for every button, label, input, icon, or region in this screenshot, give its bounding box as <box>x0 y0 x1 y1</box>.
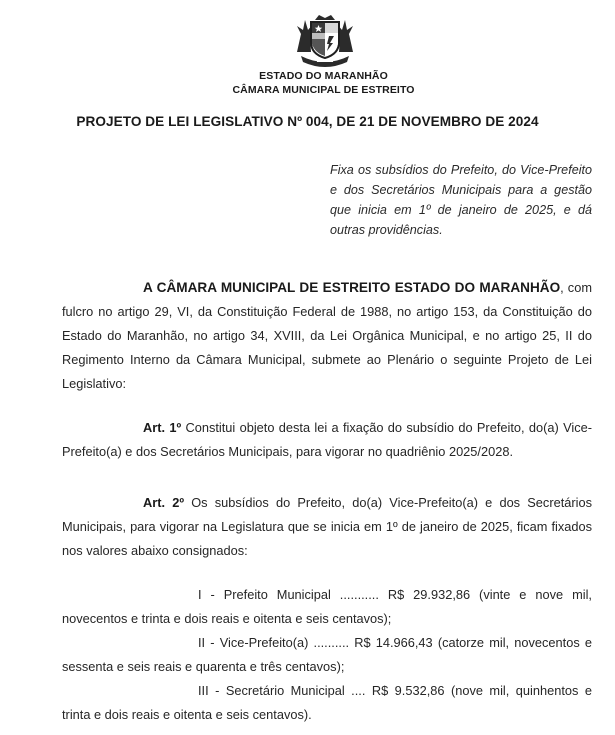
preamble-text: , com fulcro no artigo 29, VI, da Constituição Federal de 1988, no artigo 153, da Constituição do Estado do Maranhão, no artigo 34, XVIII, da Lei Orgânica Municipal, e no artigo 25, II do Regimento Interno da Câmara Municipal, submete ao Plenário o seguinte Projeto de Lei Legislativo: <box>62 280 592 391</box>
article-1 <box>62 416 592 464</box>
article-1-label: Art. 1º <box>143 420 182 435</box>
salary-item-secretary: III - Secretário Municipal .... R$ 9.532,86 (nove mil, quinhentos e trinta e dois reais e oitenta e seis centavos). <box>62 683 592 722</box>
coat-of-arms-icon <box>291 12 359 70</box>
article-2-text: Os subsídios do Prefeito, do(a) Vice-Prefeito(a) e dos Secretários Municipais, para vigorar na Legislatura que se inicia em 1º de janeiro de 2025, ficam fixados nos valores abaixo consignados: <box>62 495 592 558</box>
article-1-text: Constitui objeto desta lei a fixação do subsídio do Prefeito, do(a) Vice-Prefeito(a) e dos Secretários Municipais, para vigorar no quadriênio 2025/2028. <box>62 420 592 459</box>
bill-summary: Fixa os subsídios do Prefeito, do Vice-Prefeito e dos Secretários Municipais para a gestão que inicia em 1º de janeiro de 2025, e dá outras providências. <box>330 163 592 237</box>
bill-title: PROJETO DE LEI LEGISLATIVO Nº 004, DE 21 DE NOVEMBRO DE 2024 <box>76 114 539 129</box>
preamble-lead: A CÂMARA MUNICIPAL DE ESTREITO ESTADO DO MARANHÃO <box>143 280 561 295</box>
salary-item-vice-mayor: II - Vice-Prefeito(a) .......... R$ 14.966,43 (catorze mil, novecentos e sessenta e seis reais e quarenta e três centavos); <box>62 635 592 674</box>
article-2-label: Art. 2º <box>143 495 185 510</box>
article-2 <box>62 491 592 563</box>
preamble <box>62 276 592 396</box>
chamber-name: CÂMARA MUNICIPAL DE ESTREITO <box>232 84 415 96</box>
state-name: ESTADO DO MARANHÃO <box>259 70 388 82</box>
salary-item-mayor: I - Prefeito Municipal ........... R$ 29.932,86 (vinte e nove mil, novecentos e trinta e dois reais e oitenta e seis centavos); <box>62 587 592 626</box>
